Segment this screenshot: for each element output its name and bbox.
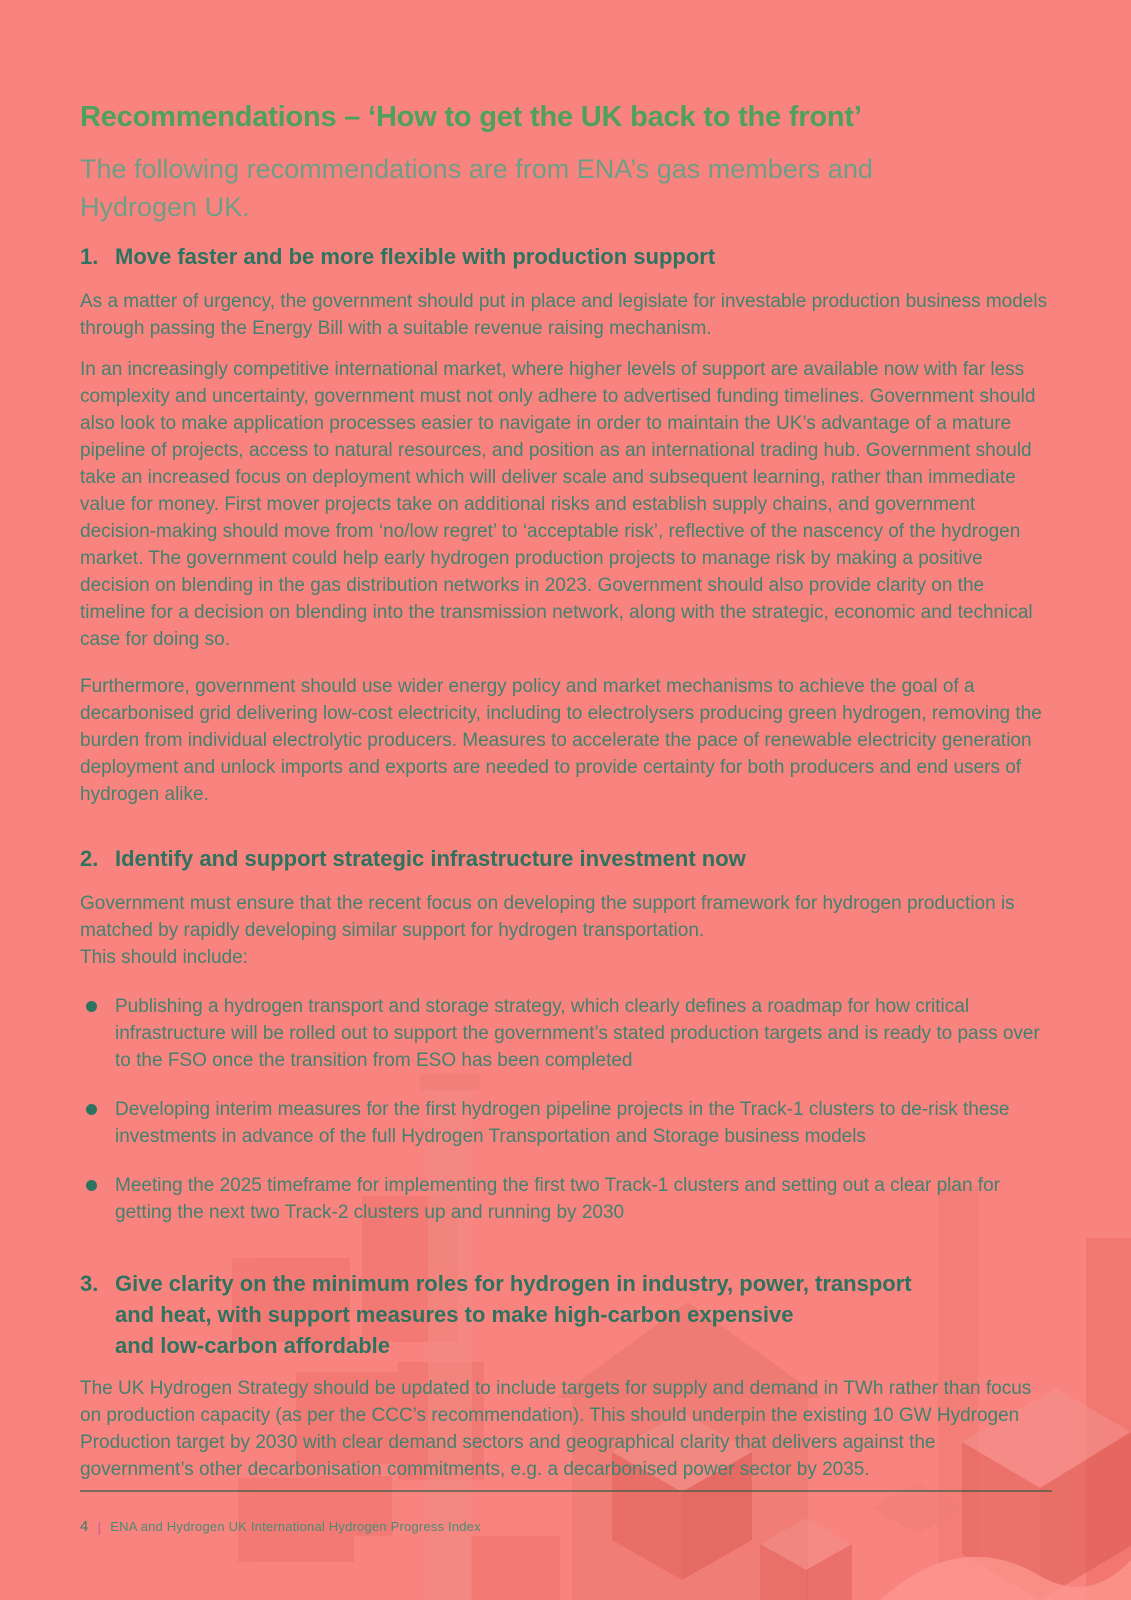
section-2-heading-text: Identify and support strategic infrastructure investment now <box>115 846 746 871</box>
paragraph: As a matter of urgency, the government should put in place and legislate for investable production business models through passing the Energy Bill with a suitable revenue raising mechanism. <box>80 291 1048 339</box>
section-1-heading-text: Move faster and be more flexible with production support <box>115 244 716 269</box>
heading-line: and heat, with support measures to make high-carbon expensive <box>115 1302 794 1327</box>
bullet-dot-icon <box>86 1001 97 1012</box>
heading-line: Give clarity on the minimum roles for hydrogen in industry, power, transport <box>115 1271 912 1296</box>
list-item <box>80 1096 1052 1150</box>
section-1-heading <box>80 242 1052 272</box>
bullet-text: Developing interim measures for the first hydrogen pipeline projects in the Track-1 clusters to de-risk these investments in advance of the full Hydrogen Transportation and Storage business models <box>115 1099 1010 1147</box>
page-content <box>80 0 1052 1483</box>
page-number: 4 <box>80 1518 89 1535</box>
bullet-dot-icon <box>86 1104 97 1115</box>
section-2-heading <box>80 844 1052 874</box>
paragraph: Government must ensure that the recent focus on developing the support framework for hydrogen production is matched by rapidly developing similar support for hydrogen transportation. <box>80 893 1015 941</box>
paragraph: In an increasingly competitive international market, where higher levels of support are available now with far less complexity and uncertainty, government must not only adhere to advertised funding timelines. Government should also look to make application processes easier to navigate in order to maintain the UK’s advantage of a mature pipeline of projects, access to natural resources, and position as an international trading hub. Government should take an increased focus on deployment which will deliver scale and subsequent learning, rather than immediate value for money. First mover projects take on additional risks and establish supply chains, and government decision-making should move from ‘no/low regret’ to ‘acceptable risk’, reflective of the nascency of the hydrogen market. The government could help early hydrogen production projects to manage risk by making a positive decision on blending in the gas distribution networks in 2023. Government should also provide clarity on the timeline for a decision on blending into the transmission network, along with the strategic, economic and technical case for doing so. <box>80 359 1036 650</box>
paragraph: The UK Hydrogen Strategy should be updated to include targets for supply and demand in TWh rather than focus on production capacity (as per the CCC’s recommendation). This should underpin the existing 10 GW Hydrogen Production target by 2030 with clear demand sectors and geographical clarity that delivers against the government’s other decarbonisation commitments, e.g. a decarbonised power sector by 2035. <box>80 1378 1032 1480</box>
section-3-heading-text <box>115 1268 912 1361</box>
bullet-text: Publishing a hydrogen transport and storage strategy, which clearly defines a roadmap for how critical infrastructure will be rolled out to support the government’s stated production targets and is ready to pass over to the FSO once the transition from ESO has been completed <box>115 996 1040 1071</box>
section-3-heading <box>80 1268 1052 1361</box>
footer-separator: | <box>97 1518 102 1535</box>
page-subtitle: The following recommendations are from ENA’s gas members and Hydrogen UK. <box>80 154 873 222</box>
footer-divider <box>80 1490 1052 1492</box>
footer <box>80 1518 481 1535</box>
page-title: Recommendations – ‘How to get the UK back to the front’ <box>80 101 862 133</box>
bullet-text: Meeting the 2025 timeframe for implementing the first two Track-1 clusters and setting out a clear plan for getting the next two Track-2 clusters up and running by 2030 <box>115 1175 1000 1223</box>
section-2-number: 2. <box>80 846 99 871</box>
section-3-number: 3. <box>80 1271 99 1296</box>
bullet-list <box>80 993 1052 1226</box>
paragraph: Furthermore, government should use wider energy policy and market mechanisms to achieve the goal of a decarbonised grid delivering low-cost electricity, including to electrolysers producing green hydrogen, removing the burden from individual electrolytic producers. Measures to accelerate the pace of renewable electricity generation deployment and unlock imports and exports are needed to provide certainty for both producers and end users of hydrogen alike. <box>80 676 1042 805</box>
section-1-number: 1. <box>80 244 99 269</box>
list-item <box>80 993 1052 1074</box>
footer-text: ENA and Hydrogen UK International Hydrogen Progress Index <box>110 1519 481 1534</box>
bullet-dot-icon <box>86 1180 97 1191</box>
list-item <box>80 1172 1052 1226</box>
heading-line: and low-carbon affordable <box>115 1333 391 1358</box>
paragraph-lead-in: This should include: <box>80 947 248 968</box>
